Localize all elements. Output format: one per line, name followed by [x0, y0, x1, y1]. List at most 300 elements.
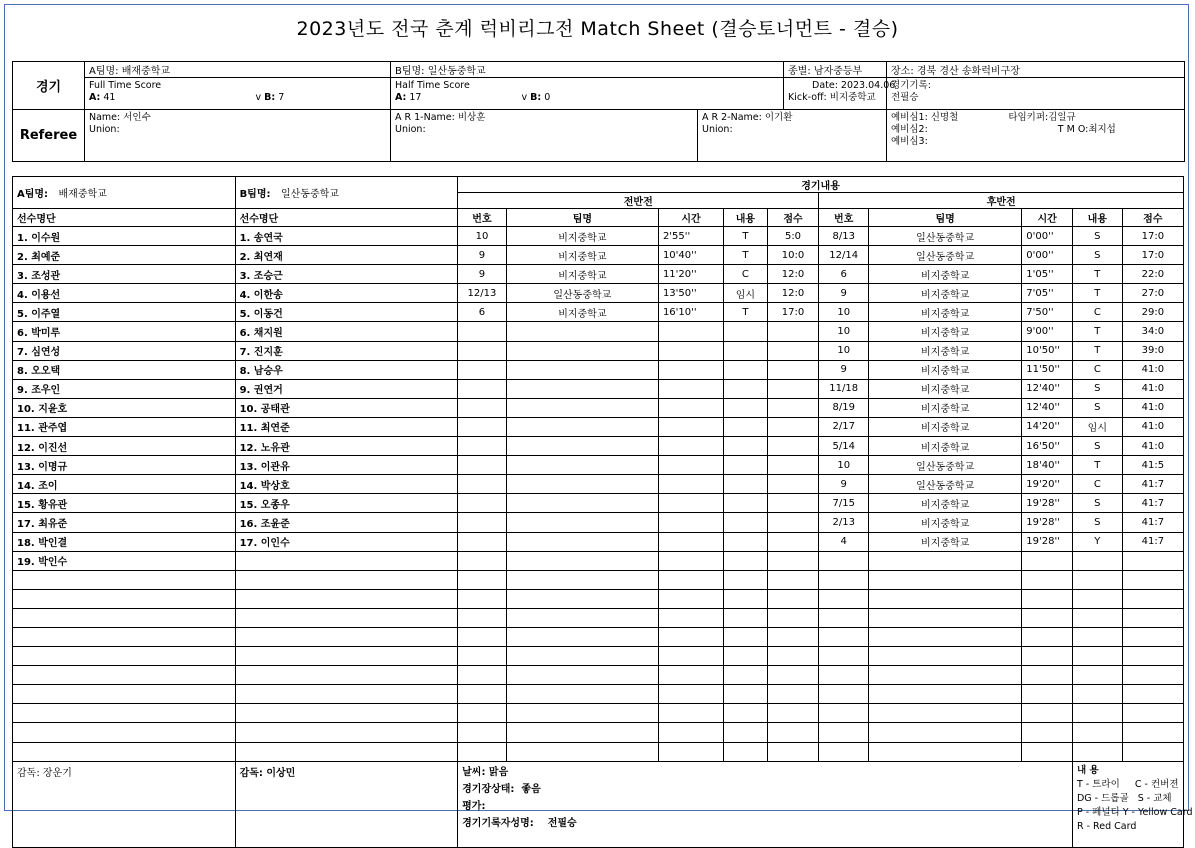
second-score — [1122, 666, 1183, 685]
second-score: 41:7 — [1122, 513, 1183, 532]
first-type — [724, 494, 767, 513]
venue-info: 장소: 경북 경산 송화럭비구장 — [887, 62, 1185, 78]
table-row — [13, 666, 1184, 685]
table-row — [13, 379, 1184, 398]
second-team — [869, 589, 1022, 608]
second-type — [1072, 627, 1122, 646]
table-row — [13, 475, 1184, 494]
second-team — [869, 608, 1022, 627]
first-team: 비지중학교 — [506, 265, 658, 284]
first-time — [658, 570, 723, 589]
player-b — [235, 627, 458, 646]
first-score — [767, 360, 819, 379]
first-half-header: 전반전 — [458, 193, 819, 209]
player-b — [235, 551, 458, 570]
player-b — [235, 723, 458, 742]
first-time — [658, 417, 723, 436]
second-type — [1072, 685, 1122, 704]
second-score — [1122, 589, 1183, 608]
second-score: 41:0 — [1122, 398, 1183, 417]
first-score — [767, 532, 819, 551]
page-title: 2023년도 전국 춘계 럭비리그전 Match Sheet (결승토너먼트 - 결승) — [296, 18, 899, 40]
second-type — [1072, 723, 1122, 742]
table-row — [13, 570, 1184, 589]
first-time — [658, 608, 723, 627]
second-no: 12/14 — [819, 246, 869, 265]
first-team — [506, 437, 658, 456]
second-no — [819, 589, 869, 608]
first-type — [724, 551, 767, 570]
player-a: 5. 이주열 — [13, 303, 236, 322]
second-team — [869, 742, 1022, 761]
record-info: 경기기록: 전필승 — [887, 78, 1185, 110]
player-b: 8. 남승우 — [235, 360, 458, 379]
first-type — [724, 532, 767, 551]
second-score — [1122, 551, 1183, 570]
first-no — [458, 341, 507, 360]
first-team — [506, 723, 658, 742]
roster-team-b: B팀명: 일산동중학교 — [235, 177, 458, 209]
player-b: 10. 공태관 — [235, 398, 458, 417]
player-a — [13, 666, 236, 685]
match-conditions: 날씨: 맑음 경기장상태: 좋음 평가: 경기기록자성명: 전필승 — [458, 761, 1073, 847]
second-time: 14'20'' — [1022, 417, 1073, 436]
second-score: 39:0 — [1122, 341, 1183, 360]
second-type: T — [1072, 456, 1122, 475]
roster-b-header: 선수명단 — [235, 209, 458, 227]
first-team: 일산동중학교 — [506, 284, 658, 303]
player-b: 6. 채지원 — [235, 322, 458, 341]
table-row — [13, 685, 1184, 704]
player-a: 7. 심연성 — [13, 341, 236, 360]
first-score — [767, 322, 819, 341]
second-type: T — [1072, 341, 1122, 360]
second-team — [869, 704, 1022, 723]
first-time — [658, 704, 723, 723]
first-time — [658, 379, 723, 398]
first-no — [458, 723, 507, 742]
player-a: 9. 조우인 — [13, 379, 236, 398]
second-no: 6 — [819, 265, 869, 284]
referee-info: Name: 서인수 Union: — [85, 110, 391, 162]
second-time: 0'00'' — [1022, 246, 1073, 265]
second-score: 41:0 — [1122, 417, 1183, 436]
first-time — [658, 494, 723, 513]
player-b: 4. 이한송 — [235, 284, 458, 303]
full-time-score: Full Time Score A: 41 v B: 7 — [85, 78, 391, 110]
first-no: 9 — [458, 265, 507, 284]
second-score: 34:0 — [1122, 322, 1183, 341]
first-time — [658, 341, 723, 360]
second-time: 1'05'' — [1022, 265, 1073, 284]
team-a-info: A팀명: 배재중학교 — [85, 62, 391, 78]
first-type — [724, 704, 767, 723]
player-b: 2. 최연재 — [235, 246, 458, 265]
first-type — [724, 627, 767, 646]
second-time: 19'20'' — [1022, 475, 1073, 494]
coach-b: 감독: 이상민 — [235, 761, 458, 847]
first-time: 13'50'' — [658, 284, 723, 303]
second-time — [1022, 685, 1073, 704]
first-team — [506, 608, 658, 627]
second-no: 10 — [819, 456, 869, 475]
first-no — [458, 360, 507, 379]
first-type: T — [724, 303, 767, 322]
player-a — [13, 608, 236, 627]
table-row — [13, 742, 1184, 761]
first-type — [724, 417, 767, 436]
table-row — [13, 494, 1184, 513]
events-title: 경기내용 — [458, 177, 1184, 193]
second-col-time: 시간 — [1022, 209, 1073, 227]
first-no — [458, 685, 507, 704]
second-score — [1122, 685, 1183, 704]
first-team — [506, 360, 658, 379]
first-team — [506, 341, 658, 360]
first-score — [767, 685, 819, 704]
second-no — [819, 666, 869, 685]
first-time — [658, 723, 723, 742]
player-a: 4. 이용선 — [13, 284, 236, 303]
second-type: T — [1072, 322, 1122, 341]
second-team — [869, 627, 1022, 646]
date-kickoff: Date: 2023.04.06 Kick-off: 비지중학교 — [784, 78, 887, 110]
first-no — [458, 589, 507, 608]
second-time — [1022, 627, 1073, 646]
second-no: 10 — [819, 341, 869, 360]
first-no: 12/13 — [458, 284, 507, 303]
second-no: 8/13 — [819, 227, 869, 246]
first-time — [658, 666, 723, 685]
second-team: 일산동중학교 — [869, 227, 1022, 246]
referee-label: Referee — [13, 110, 85, 162]
second-type: 임시 — [1072, 417, 1122, 436]
player-a: 17. 최유준 — [13, 513, 236, 532]
match-label: 경기 — [13, 62, 85, 110]
second-score: 29:0 — [1122, 303, 1183, 322]
second-time — [1022, 666, 1073, 685]
second-score: 22:0 — [1122, 265, 1183, 284]
first-type — [724, 608, 767, 627]
second-time — [1022, 647, 1073, 666]
player-a: 10. 지윤호 — [13, 398, 236, 417]
second-col-type: 내용 — [1072, 209, 1122, 227]
first-col-time: 시간 — [658, 209, 723, 227]
first-time: 10'40'' — [658, 246, 723, 265]
player-a: 18. 박인결 — [13, 532, 236, 551]
roster-team-a: A팀명: 배재중학교 — [13, 177, 236, 209]
first-time: 16'10'' — [658, 303, 723, 322]
second-team: 비지중학교 — [869, 265, 1022, 284]
table-row — [13, 303, 1184, 322]
player-a: 14. 조이 — [13, 475, 236, 494]
player-a: 6. 박미루 — [13, 322, 236, 341]
second-type — [1072, 551, 1122, 570]
player-a: 19. 박인수 — [13, 551, 236, 570]
first-score — [767, 513, 819, 532]
first-score — [767, 647, 819, 666]
first-time — [658, 627, 723, 646]
first-score — [767, 456, 819, 475]
second-team: 비지중학교 — [869, 360, 1022, 379]
second-team: 비지중학교 — [869, 532, 1022, 551]
second-score: 17:0 — [1122, 246, 1183, 265]
second-type: T — [1072, 284, 1122, 303]
first-score — [767, 475, 819, 494]
first-type — [724, 437, 767, 456]
player-b: 17. 이인수 — [235, 532, 458, 551]
first-score — [767, 570, 819, 589]
second-score — [1122, 704, 1183, 723]
first-no — [458, 494, 507, 513]
first-col-team: 팀명 — [506, 209, 658, 227]
second-time — [1022, 589, 1073, 608]
first-team — [506, 417, 658, 436]
second-time — [1022, 551, 1073, 570]
first-type — [724, 398, 767, 417]
first-time — [658, 475, 723, 494]
second-no: 8/19 — [819, 398, 869, 417]
second-score — [1122, 608, 1183, 627]
second-type: S — [1072, 246, 1122, 265]
player-a: 15. 황유관 — [13, 494, 236, 513]
legend: 내 용 T - 트라이 C - 컨버젼 DG - 드롭골 S - 교체 P - 페널티 Y - Yellow Card R - Red Card — [1072, 761, 1183, 847]
second-type — [1072, 704, 1122, 723]
first-time — [658, 589, 723, 608]
second-no: 5/14 — [819, 437, 869, 456]
half-time-score: Half Time Score A: 17 v B: 0 — [391, 78, 784, 110]
second-time — [1022, 723, 1073, 742]
first-no — [458, 475, 507, 494]
first-time — [658, 513, 723, 532]
first-team — [506, 647, 658, 666]
coach-a: 감독: 장운기 — [13, 761, 236, 847]
first-type: T — [724, 227, 767, 246]
second-no — [819, 742, 869, 761]
first-time — [658, 360, 723, 379]
first-score: 12:0 — [767, 284, 819, 303]
second-no: 11/18 — [819, 379, 869, 398]
table-row — [13, 589, 1184, 608]
second-team — [869, 551, 1022, 570]
first-team — [506, 475, 658, 494]
table-row — [13, 265, 1184, 284]
second-time: 16'50'' — [1022, 437, 1073, 456]
player-b: 11. 최연준 — [235, 417, 458, 436]
first-time — [658, 742, 723, 761]
second-time — [1022, 608, 1073, 627]
roster-a-header: 선수명단 — [13, 209, 236, 227]
second-no: 2/13 — [819, 513, 869, 532]
first-team — [506, 322, 658, 341]
second-time: 11'50'' — [1022, 360, 1073, 379]
second-no: 4 — [819, 532, 869, 551]
player-a — [13, 570, 236, 589]
second-team: 비지중학교 — [869, 379, 1022, 398]
player-a: 12. 이진선 — [13, 437, 236, 456]
second-type: S — [1072, 398, 1122, 417]
second-type: S — [1072, 379, 1122, 398]
second-team: 비지중학교 — [869, 341, 1022, 360]
second-no — [819, 685, 869, 704]
player-b — [235, 570, 458, 589]
table-row — [13, 647, 1184, 666]
first-time: 11'20'' — [658, 265, 723, 284]
first-no — [458, 742, 507, 761]
first-score — [767, 666, 819, 685]
player-a — [13, 742, 236, 761]
team-b-info: B팀명: 일산동중학교 — [391, 62, 784, 78]
first-no — [458, 570, 507, 589]
first-score — [767, 627, 819, 646]
first-team — [506, 685, 658, 704]
first-type — [724, 341, 767, 360]
table-row — [13, 551, 1184, 570]
player-b: 3. 조승근 — [235, 265, 458, 284]
table-row — [13, 284, 1184, 303]
second-col-no: 번호 — [819, 209, 869, 227]
player-b: 15. 오종우 — [235, 494, 458, 513]
first-team — [506, 627, 658, 646]
player-b: 14. 박상호 — [235, 475, 458, 494]
first-type — [724, 666, 767, 685]
second-time: 19'28'' — [1022, 513, 1073, 532]
second-time: 0'00'' — [1022, 227, 1073, 246]
second-time: 12'40'' — [1022, 379, 1073, 398]
match-events-table — [12, 176, 1193, 848]
ar2-info: A R 2-Name: 이기환 Union: — [698, 110, 887, 162]
first-no — [458, 647, 507, 666]
first-time — [658, 647, 723, 666]
second-team: 비지중학교 — [869, 303, 1022, 322]
player-a — [13, 723, 236, 742]
player-b: 5. 이동건 — [235, 303, 458, 322]
player-b: 1. 송연국 — [235, 227, 458, 246]
table-row — [13, 627, 1184, 646]
second-no — [819, 647, 869, 666]
second-type: S — [1072, 494, 1122, 513]
first-team — [506, 456, 658, 475]
match-info-table — [12, 61, 1185, 162]
first-no: 10 — [458, 227, 507, 246]
first-team — [506, 589, 658, 608]
second-no: 9 — [819, 475, 869, 494]
player-a — [13, 685, 236, 704]
second-time: 9'00'' — [1022, 322, 1073, 341]
first-team — [506, 494, 658, 513]
second-time: 7'05'' — [1022, 284, 1073, 303]
first-team — [506, 532, 658, 551]
first-time: 2'55'' — [658, 227, 723, 246]
first-time — [658, 685, 723, 704]
second-no — [819, 704, 869, 723]
second-team: 비지중학교 — [869, 437, 1022, 456]
table-row — [13, 246, 1184, 265]
second-team: 비지중학교 — [869, 513, 1022, 532]
second-team — [869, 647, 1022, 666]
first-type — [724, 742, 767, 761]
first-team — [506, 570, 658, 589]
table-row — [13, 456, 1184, 475]
second-team: 일산동중학교 — [869, 246, 1022, 265]
table-row — [13, 437, 1184, 456]
second-score: 27:0 — [1122, 284, 1183, 303]
first-type — [724, 379, 767, 398]
first-no — [458, 608, 507, 627]
second-score: 41:7 — [1122, 475, 1183, 494]
second-team — [869, 666, 1022, 685]
first-no — [458, 437, 507, 456]
first-team: 비지중학교 — [506, 227, 658, 246]
first-team — [506, 398, 658, 417]
second-team: 비지중학교 — [869, 417, 1022, 436]
first-no — [458, 627, 507, 646]
second-score — [1122, 627, 1183, 646]
first-type — [724, 360, 767, 379]
player-a: 1. 이수원 — [13, 227, 236, 246]
first-type — [724, 513, 767, 532]
first-no — [458, 551, 507, 570]
ar1-info: A R 1-Name: 비상훈 Union: — [391, 110, 698, 162]
first-type: 임시 — [724, 284, 767, 303]
table-row — [13, 608, 1184, 627]
first-type — [724, 456, 767, 475]
second-team: 비지중학교 — [869, 284, 1022, 303]
player-a — [13, 589, 236, 608]
first-time — [658, 398, 723, 417]
first-no: 9 — [458, 246, 507, 265]
first-col-type: 내용 — [724, 209, 767, 227]
second-type — [1072, 608, 1122, 627]
second-no — [819, 627, 869, 646]
second-time: 18'40'' — [1022, 456, 1073, 475]
second-type: C — [1072, 360, 1122, 379]
second-no: 7/15 — [819, 494, 869, 513]
first-no — [458, 704, 507, 723]
second-time: 7'50'' — [1022, 303, 1073, 322]
first-score — [767, 704, 819, 723]
table-row — [13, 723, 1184, 742]
first-no — [458, 322, 507, 341]
table-row — [13, 704, 1184, 723]
second-type: S — [1072, 437, 1122, 456]
first-type: C — [724, 265, 767, 284]
first-score — [767, 437, 819, 456]
first-score: 17:0 — [767, 303, 819, 322]
first-score — [767, 608, 819, 627]
second-no: 9 — [819, 284, 869, 303]
player-a: 11. 관주엽 — [13, 417, 236, 436]
first-score: 5:0 — [767, 227, 819, 246]
second-score: 41:7 — [1122, 494, 1183, 513]
second-score — [1122, 742, 1183, 761]
player-a — [13, 647, 236, 666]
first-score: 10:0 — [767, 246, 819, 265]
first-type — [724, 685, 767, 704]
second-team: 일산동중학교 — [869, 456, 1022, 475]
second-no: 10 — [819, 303, 869, 322]
second-type — [1072, 666, 1122, 685]
table-row — [13, 398, 1184, 417]
player-b — [235, 742, 458, 761]
first-time — [658, 456, 723, 475]
table-row — [13, 532, 1184, 551]
first-no — [458, 398, 507, 417]
first-score — [767, 379, 819, 398]
second-team: 비지중학교 — [869, 398, 1022, 417]
first-score — [767, 494, 819, 513]
table-row — [13, 513, 1184, 532]
